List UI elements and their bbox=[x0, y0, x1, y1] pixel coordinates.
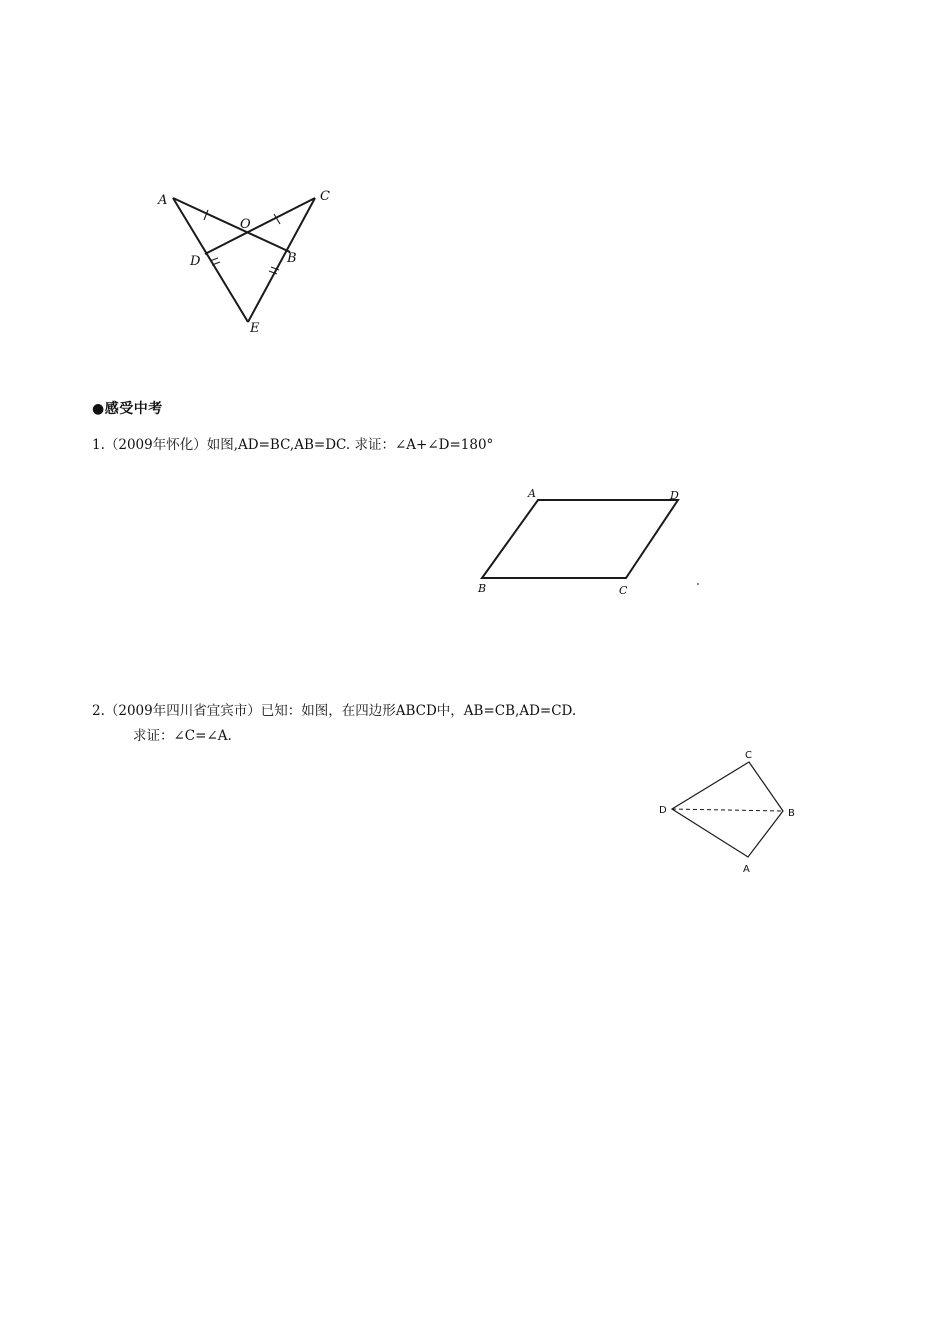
section-title: ●感受中考 bbox=[92, 401, 163, 417]
label-E: E bbox=[250, 321, 260, 336]
label-A: A bbox=[158, 193, 168, 208]
diagonal-DB bbox=[672, 809, 783, 811]
segment-AB bbox=[173, 198, 290, 252]
figure-kite bbox=[650, 745, 810, 880]
label-D: D bbox=[190, 254, 201, 269]
segment-CE bbox=[248, 198, 315, 322]
label-B: B bbox=[287, 251, 297, 266]
label-C: C bbox=[619, 584, 628, 597]
problem-2-text: 2.（2009年四川省宜宾市）已知：如图，在四边形ABCD中，AB=CB,AD=CD. bbox=[92, 703, 577, 719]
segment-AE bbox=[173, 198, 248, 322]
label-D: D bbox=[659, 805, 667, 816]
parallelogram-ABCD bbox=[482, 500, 678, 578]
figure-triangles bbox=[150, 180, 350, 340]
label-A: A bbox=[743, 864, 750, 875]
label-O: O bbox=[240, 217, 251, 232]
stray-dot bbox=[697, 583, 699, 585]
label-C: C bbox=[320, 189, 330, 204]
label-B: B bbox=[478, 582, 487, 595]
figure-parallelogram bbox=[470, 480, 710, 600]
problem-2-subtext: 求证：∠C=∠A. bbox=[133, 728, 232, 744]
label-A: A bbox=[528, 487, 536, 500]
segment-CD bbox=[205, 198, 315, 254]
label-D: D bbox=[670, 489, 679, 502]
label-C: C bbox=[745, 750, 752, 761]
label-B: B bbox=[788, 808, 795, 819]
problem-1-text: 1.（2009年怀化）如图,AD=BC,AB=DC. 求证：∠A+∠D=180° bbox=[92, 437, 494, 453]
